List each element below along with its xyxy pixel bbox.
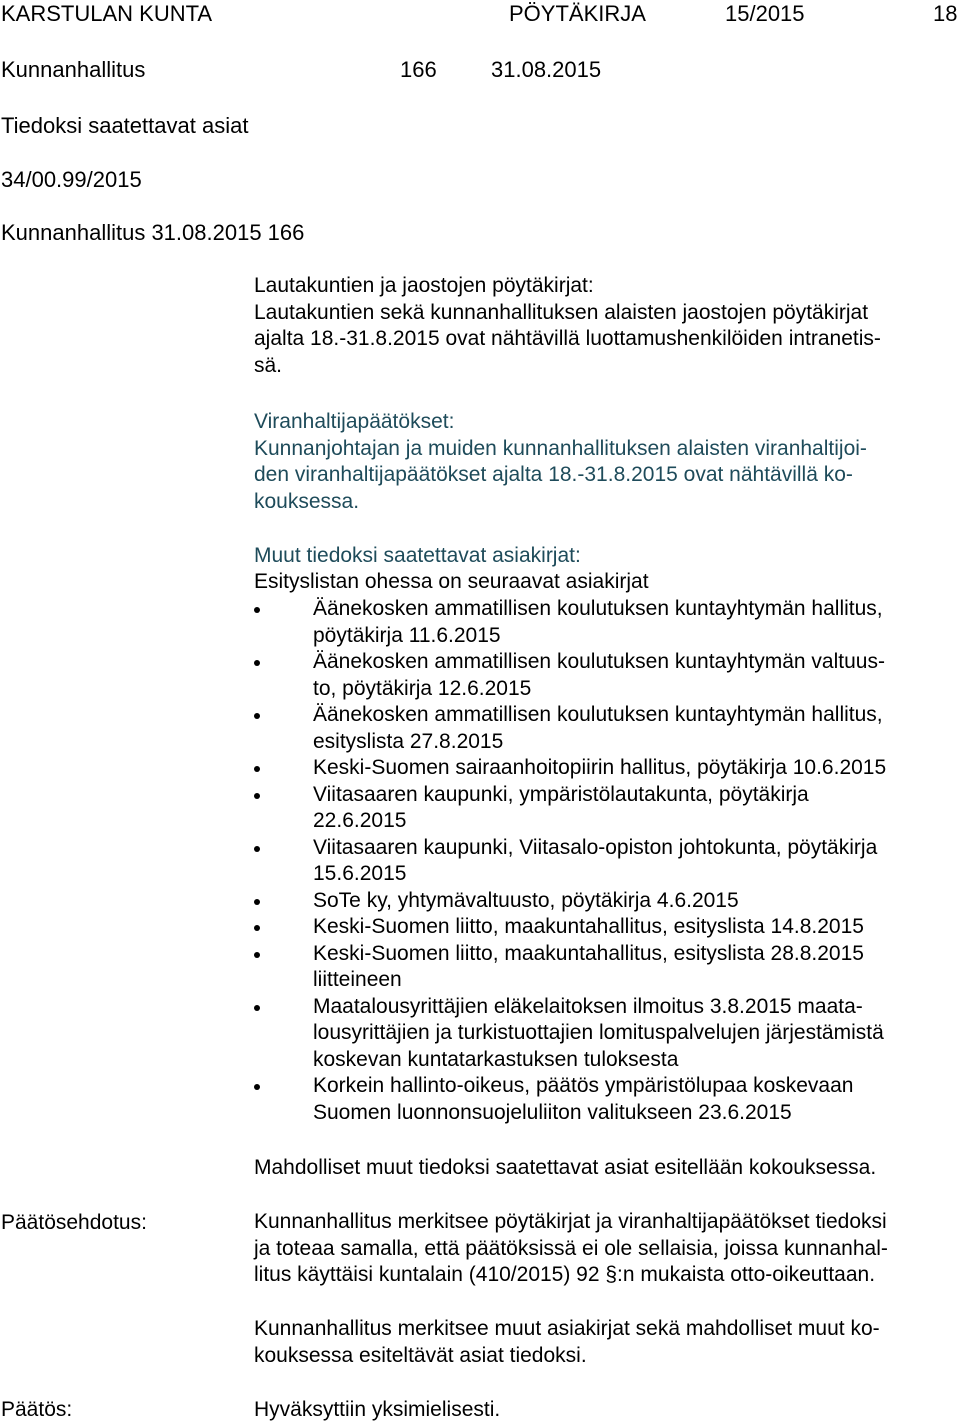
municipality-name: KARSTULAN KUNTA xyxy=(1,1,213,26)
minutes-line: sä. xyxy=(254,353,283,377)
other-docs-intro: Esityslistan ohessa on seuraavat asiakirjat xyxy=(254,570,649,593)
list-item-line: 15.6.2015 xyxy=(313,862,407,885)
minutes-block xyxy=(254,273,954,379)
meeting-reference: Kunnanhallitus 31.08.2015 166 xyxy=(1,220,305,245)
list-item-line: esityslista 27.8.2015 xyxy=(313,729,504,753)
list-item xyxy=(254,782,954,835)
proposal-line: ja toteaa samalla, että päätöksissä ei ole sellaisia, joissa kunnanhal- xyxy=(254,1236,888,1260)
bullet-icon xyxy=(254,607,260,613)
list-item-line: to, pöytäkirja 12.6.2015 xyxy=(313,676,532,700)
list-item-line: 22.6.2015 xyxy=(313,809,407,832)
list-item-line: Keski-Suomen liitto, maakuntahallitus, esityslista 28.8.2015 xyxy=(313,941,864,965)
bullet-icon xyxy=(254,793,260,799)
decisions-line: Kunnanjohtajan ja muiden kunnanhallituksen alaisten viranhaltijoi- xyxy=(254,436,867,460)
bullet-icon xyxy=(254,952,260,958)
decisions-heading: Viranhaltijapäätökset: xyxy=(254,410,455,433)
list-item-line: Viitasaaren kaupunki, Viitasalo-opiston johtokunta, pöytäkirja xyxy=(313,835,878,859)
list-item-line: Äänekosken ammatillisen koulutuksen kuntayhtymän valtuus- xyxy=(313,650,885,673)
document-list xyxy=(254,596,954,1126)
minutes-heading: Lautakuntien ja jaostojen pöytäkirjat: xyxy=(254,274,594,297)
list-item xyxy=(254,1073,954,1126)
minutes-line: Lautakuntien sekä kunnanhallituksen alaisten jaostojen pöytäkirjat xyxy=(254,300,869,324)
bullet-icon xyxy=(254,1084,260,1090)
decision-block xyxy=(254,1397,954,1424)
other-docs-header xyxy=(254,543,954,570)
list-item-line: Maatalousyrittäjien eläkelaitoksen ilmoitus 3.8.2015 maata- xyxy=(313,994,863,1018)
proposal-line: litus käyttäisi kuntalain (410/2015) 92 §:n mukaista otto-oikeuttaan. xyxy=(254,1263,876,1286)
other-docs-heading: Muut tiedoksi saatettavat asiakirjat: xyxy=(254,544,581,567)
decisions-line: kouksessa. xyxy=(254,489,360,513)
section-number: 166 xyxy=(400,57,437,82)
list-item xyxy=(254,941,954,994)
list-item xyxy=(254,835,954,888)
bullet-icon xyxy=(254,899,260,905)
list-item xyxy=(254,755,954,782)
list-item xyxy=(254,596,954,649)
list-item-line: Äänekosken ammatillisen koulutuksen kuntayhtymän hallitus, xyxy=(313,703,883,726)
other-docs-intro-block xyxy=(254,569,954,596)
list-item xyxy=(254,914,954,941)
decision-text: Hyväksyttiin yksimielisesti. xyxy=(254,1398,501,1421)
bullet-icon xyxy=(254,1005,260,1011)
bullet-icon xyxy=(254,766,260,772)
proposal-line: kouksessa esiteltävät asiat tiedoksi. xyxy=(254,1343,587,1367)
list-item-line: lousyrittäjien ja turkistuottajien lomituspalvelujen järjestämistä xyxy=(313,1021,884,1044)
meeting-date: 31.08.2015 xyxy=(491,57,602,82)
list-item-line: Äänekosken ammatillisen koulutuksen kuntayhtymän hallitus, xyxy=(313,597,883,620)
bullet-icon xyxy=(254,925,260,931)
decisions-block xyxy=(254,409,954,515)
list-item xyxy=(254,888,954,915)
bullet-icon xyxy=(254,713,260,719)
meeting-body: Kunnanhallitus xyxy=(1,57,146,82)
list-item-line: Keski-Suomen liitto, maakuntahallitus, esityslista 14.8.2015 xyxy=(313,915,864,938)
section-title: Tiedoksi saatettavat asiat xyxy=(1,113,249,138)
bullet-icon xyxy=(254,846,260,852)
reference-number: 34/00.99/2015 xyxy=(1,167,142,192)
proposal-paragraph-1 xyxy=(254,1209,954,1289)
list-item-line: Suomen luonnonsuojeluliiton valitukseen 23.6.2015 xyxy=(313,1100,792,1124)
proposal-line: Kunnanhallitus merkitsee pöytäkirjat ja viranhaltijapäätökset tiedoksi xyxy=(254,1210,887,1233)
proposal-label: Päätösehdotus: xyxy=(1,1211,147,1234)
list-item xyxy=(254,702,954,755)
list-item-line: pöytäkirja 11.6.2015 xyxy=(313,623,501,647)
list-item-line: Korkein hallinto-oikeus, päätös ympäristölupaa koskevaan xyxy=(313,1074,854,1097)
proposal-line: Kunnanhallitus merkitsee muut asiakirjat sekä mahdolliset muut ko- xyxy=(254,1317,880,1340)
document-type: PÖYTÄKIRJA xyxy=(509,1,646,26)
list-item-line: liitteineen xyxy=(313,968,402,991)
decisions-line: den viranhaltijapäätökset ajalta 18.-31.8.2015 ovat nähtävillä ko- xyxy=(254,463,853,486)
minutes-line: ajalta 18.-31.8.2015 ovat nähtävillä luottamushenkilöiden intranetis- xyxy=(254,327,881,350)
list-item xyxy=(254,994,954,1074)
page-number: 18 xyxy=(933,1,958,26)
list-item-line: SoTe ky, yhtymävaltuusto, pöytäkirja 4.6.2015 xyxy=(313,888,739,912)
document-number: 15/2015 xyxy=(725,1,805,26)
list-item-line: Keski-Suomen sairaanhoitopiirin hallitus, pöytäkirja 10.6.2015 xyxy=(313,756,887,779)
list-item xyxy=(254,649,954,702)
list-item-line: Viitasaaren kaupunki, ympäristölautakunta, pöytäkirja xyxy=(313,782,809,806)
proposal-paragraph-2 xyxy=(254,1316,954,1369)
closing-note-block xyxy=(254,1155,954,1182)
closing-note: Mahdolliset muut tiedoksi saatettavat asiat esitellään kokouksessa. xyxy=(254,1156,877,1179)
decision-label: Päätös: xyxy=(1,1398,73,1421)
list-item-line: koskevan kuntatarkastuksen tuloksesta xyxy=(313,1047,679,1071)
bullet-icon xyxy=(254,660,260,666)
